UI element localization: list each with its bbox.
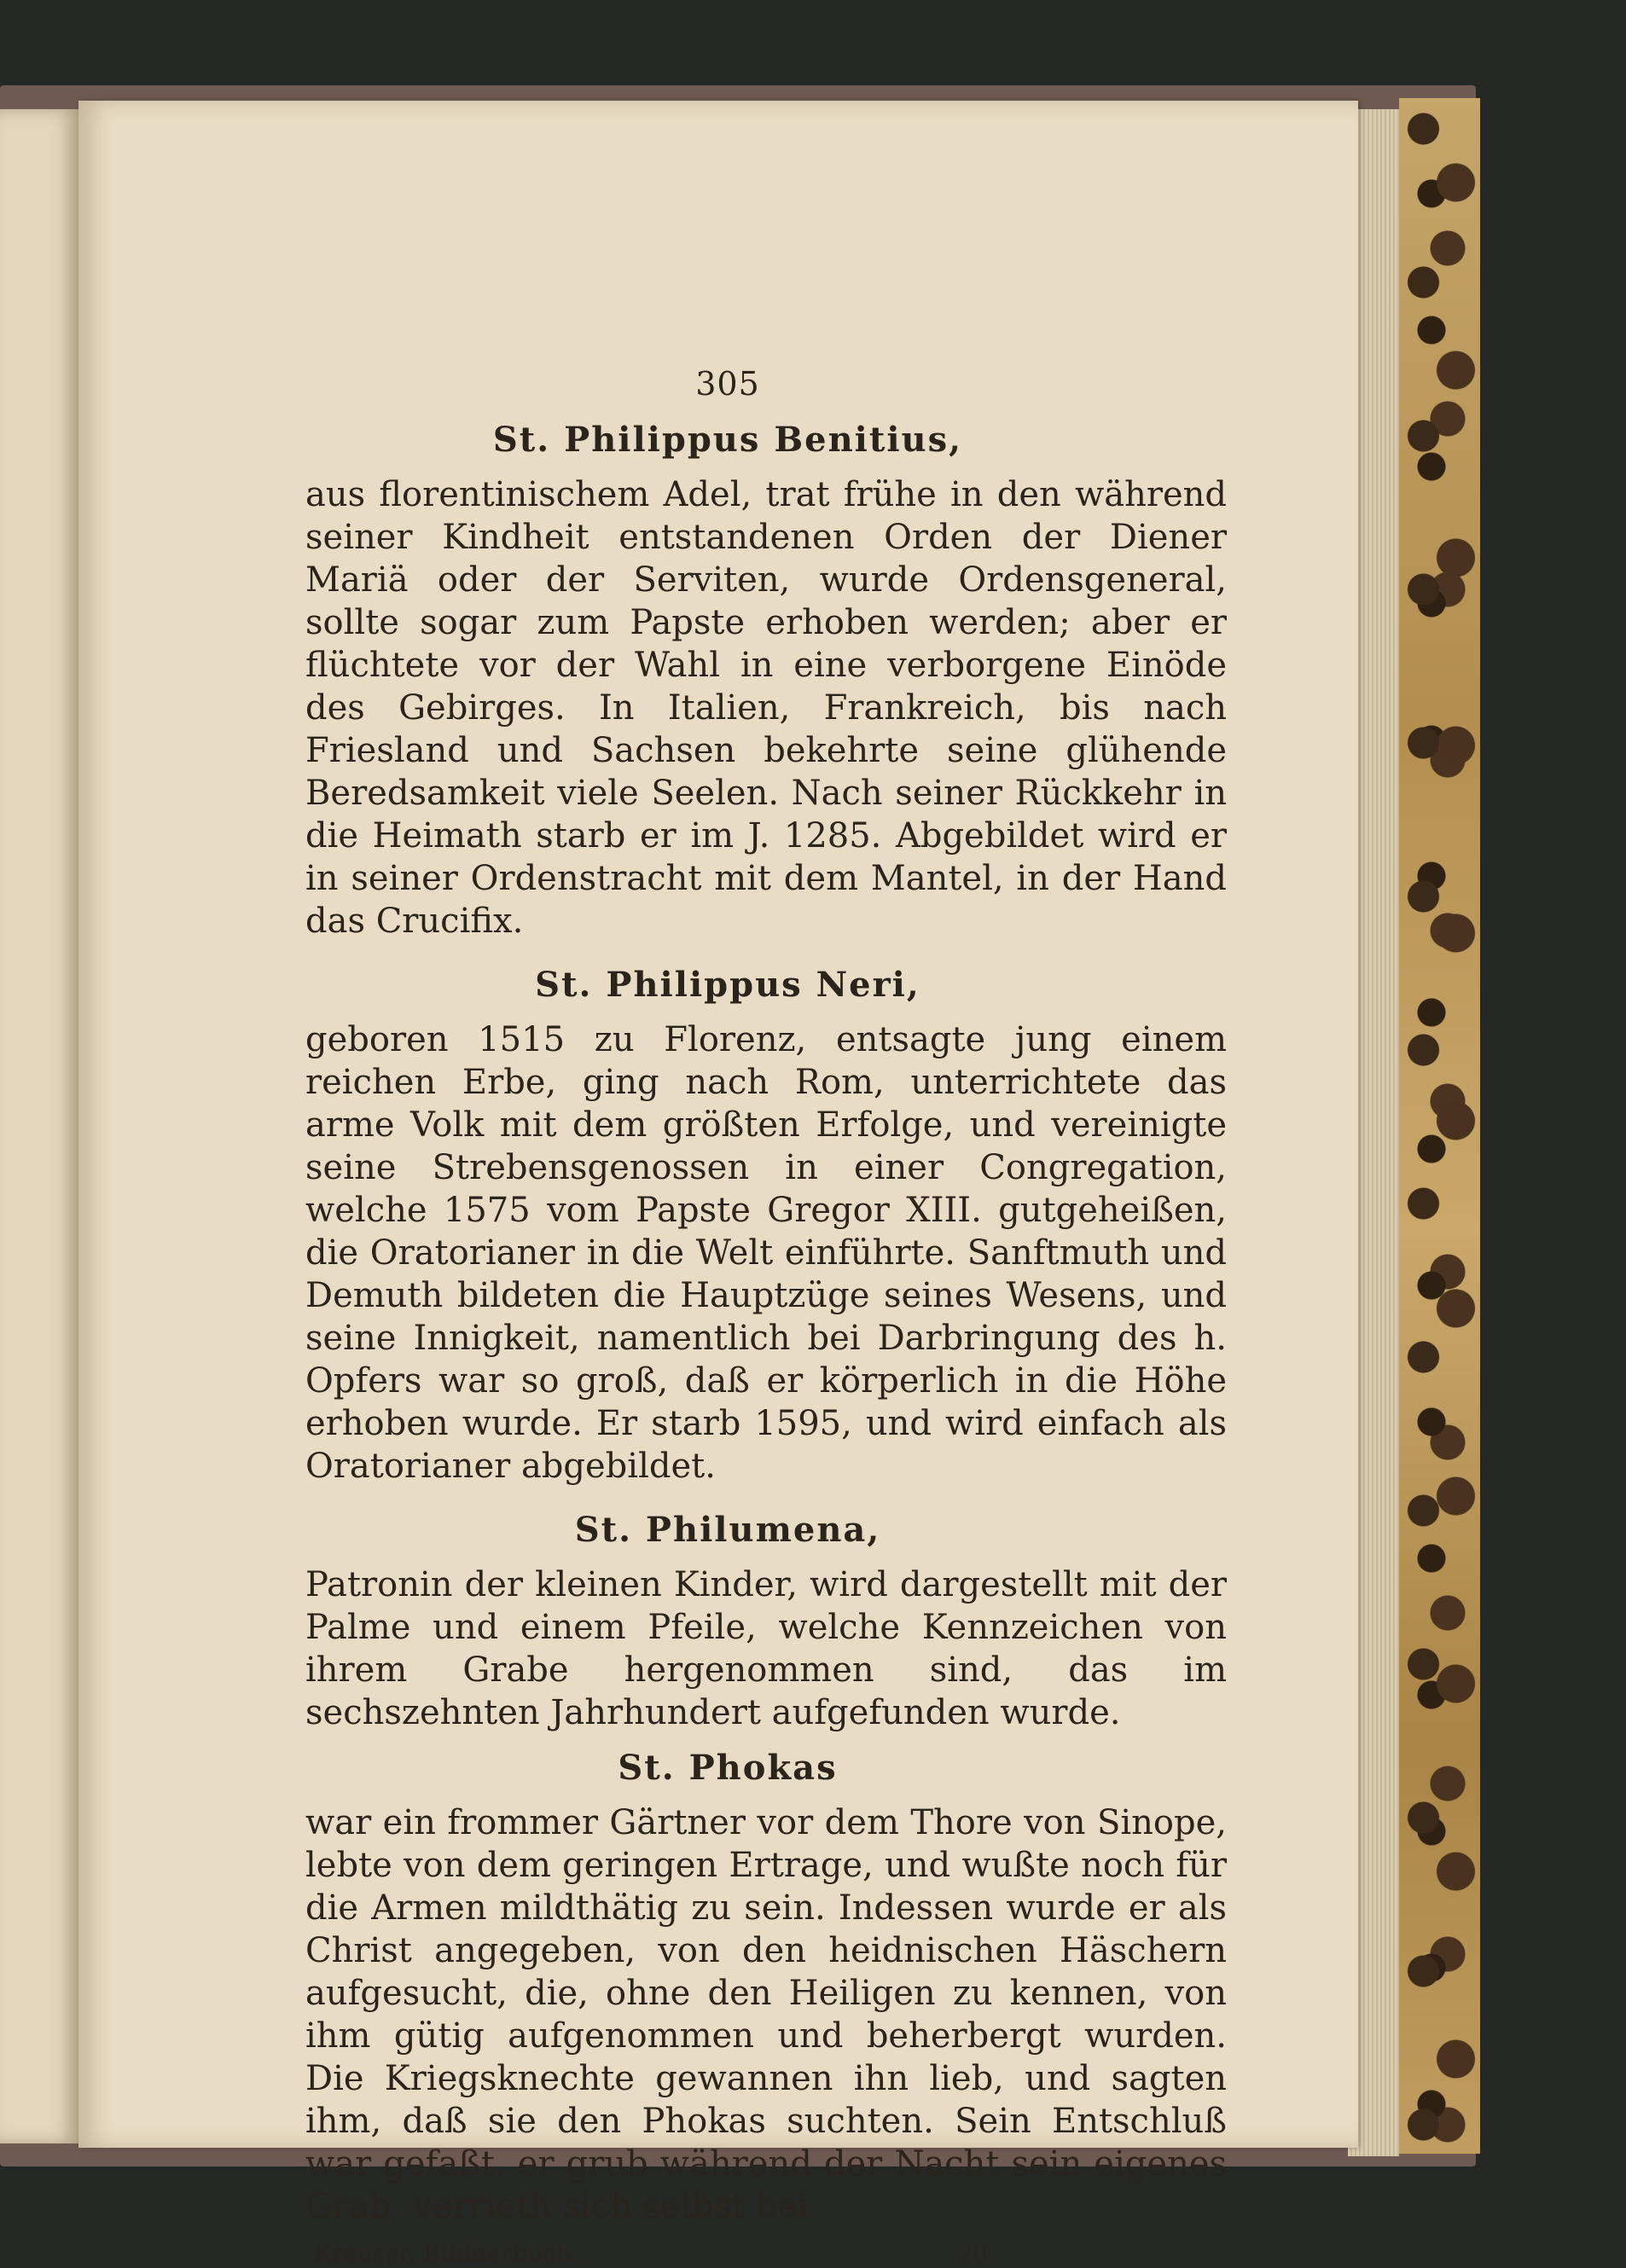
footer-sheet-number: 20: [957, 2240, 988, 2268]
page-footer: [229, 2240, 1227, 2268]
page-content: [229, 263, 1227, 2268]
entry-text: war ein frommer Gärtner vor dem Thore von Sinope, lebte von dem geringen Ertrage, und wußte noch für die Armen mildthätig zu sein. Indessen wurde er als Christ angegeben, von den heidnischen Häschern aufgesucht, die, ohne den Heiligen zu kennen, von ihm gütig aufgenommen und beherbergt wurden. Die Kriegsknechte gewannen ihn lieb, und sagten ihm, daß sie den Phokas suchten. Sein Entschluß war gefaßt, er grub während der Nacht sein eigenes Grab, verrieth sich selbst bei: [305, 1803, 1227, 2226]
entry-heading: St. Philumena,: [574, 1510, 881, 1550]
entry-text: geboren 1515 zu Florenz, entsagte jung einem reichen Erbe, ging nach Rom, unterrichtete das arme Volk mit dem größten Erfolge, und vereinigte seine Strebensgenossen in einer Congregation, welche 1575 vom Papste Gregor XIII. gutgeheißen, die Oratorianer in die Welt einführte. Sanftmuth und Demuth bildeten die Hauptzüge seines Wesens, und seine Innigkeit, namentlich bei Darbringung des h. Opfers war so groß, daß er körperlich in die Höhe erhoben wurde. Er starb 1595, und wird einfach als Oratorianer abgebildet.: [305, 1020, 1227, 1486]
entry-heading: St. Phokas: [618, 1748, 838, 1788]
entry-heading: St. Philippus Benitius,: [492, 420, 963, 460]
marbled-cover-edge: [1399, 98, 1480, 2154]
book-page: [78, 101, 1358, 2268]
page-number: 305: [695, 365, 760, 403]
entry-text: aus florentinischem Adel, trat frühe in den während seiner Kindheit entstandenen Orden der Diener Mariä oder der Serviten, wurde Ordensgeneral, sollte sogar zum Papste erhoben werden; aber er flüchtete vor der Wahl in eine verborgene Einöde des Gebirges. In Italien, Frankreich, bis nach Friesland und Sachsen bekehrte seine glühende Beredsamkeit viele Seelen. Nach seiner Rückkehr in die Heimath starb er im J. 1285. Abgebildet wird er in seiner Ordenstracht mit dem Mantel, in der Hand das Crucifix.: [305, 475, 1227, 941]
left-page-edge: [0, 109, 78, 2143]
entry-text: Patronin der kleinen Kinder, wird dargestellt mit der Palme und einem Pfeile, welche Kennzeichen von ihrem Grabe hergenommen sind, das im sechszehnten Jahrhundert aufgefunden wurde.: [305, 1565, 1227, 1732]
footer-signature: Kreuser, Bildnerbuch.: [314, 2240, 579, 2268]
entry-heading: St. Philippus Neri,: [535, 965, 920, 1005]
